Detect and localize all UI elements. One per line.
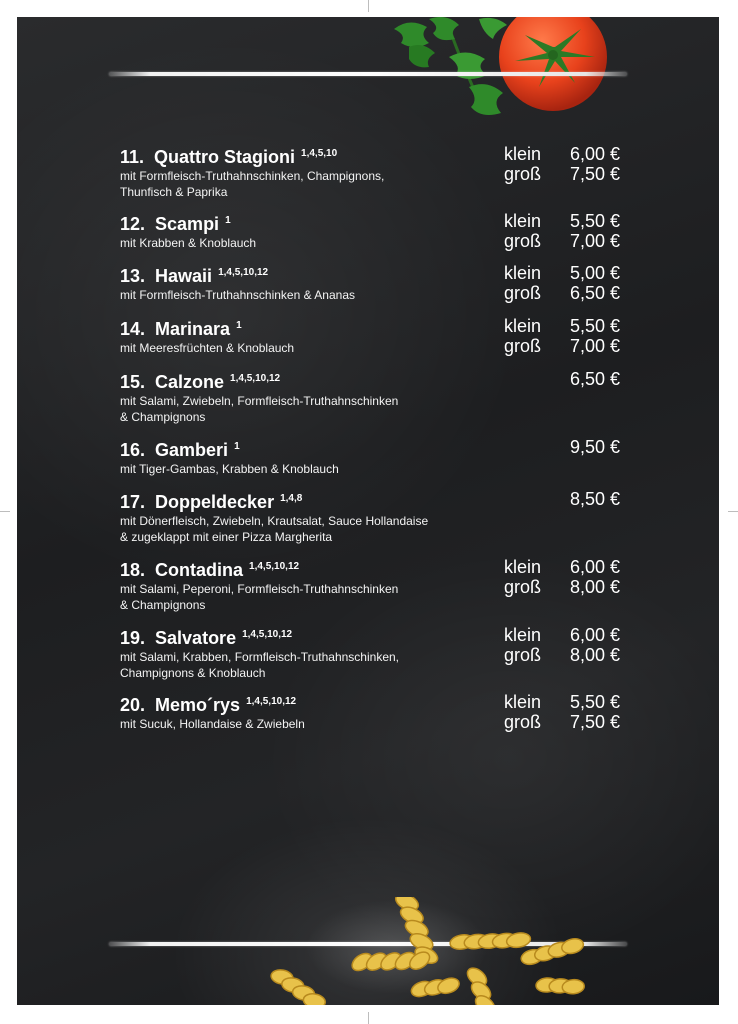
price-small: 5,00 €: [569, 263, 620, 283]
item-number: 17.: [120, 492, 146, 512]
crop-mark-top: [368, 0, 369, 12]
price-small: 5,50 €: [569, 211, 620, 231]
item-allergens: 1,4,5,10: [301, 148, 338, 159]
item-allergens: 1: [236, 320, 242, 331]
size-label-large: groß: [504, 283, 542, 303]
item-name: Calzone: [155, 372, 225, 392]
item-description-line2: Champignons & Knoblauch: [120, 666, 266, 680]
price-small: 6,00 €: [569, 625, 620, 645]
item-name: Salvatore: [155, 628, 237, 648]
size-label-large: groß: [504, 712, 542, 732]
item-allergens: 1,4,5,10,12: [242, 629, 293, 640]
chalkboard-background: [17, 17, 719, 1005]
price-small: 5,50 €: [569, 316, 620, 336]
size-label-small: klein: [504, 557, 542, 577]
price-block: [504, 144, 620, 184]
size-label-small: klein: [504, 144, 542, 164]
price-large: 6,50 €: [569, 283, 620, 303]
item-name: Doppeldecker: [155, 492, 275, 512]
price-small: 6,00 €: [569, 144, 620, 164]
fusilli-pasta-decoration: [247, 897, 597, 1005]
item-number: 20.: [120, 695, 146, 715]
item-description-line1: mit Meeresfrüchten & Knoblauch: [120, 341, 295, 355]
item-number: 18.: [120, 560, 146, 580]
price-block: [504, 369, 620, 389]
item-description-line1: mit Tiger-Gambas, Krabben & Knoblauch: [120, 462, 339, 476]
item-name: Quattro Stagioni: [154, 147, 296, 167]
item-allergens: 1: [234, 441, 240, 452]
item-description-line1: mit Krabben & Knoblauch: [120, 236, 257, 250]
price-block: [504, 557, 620, 597]
price-block: [504, 625, 620, 665]
size-label-large: groß: [504, 231, 542, 251]
price: 6,50 €: [569, 369, 620, 389]
item-name: Scampi: [155, 214, 220, 234]
price-large: 8,00 €: [569, 577, 620, 597]
item-allergens: 1: [225, 215, 231, 226]
item-allergens: 1,4,5,10,12: [218, 267, 269, 278]
item-number: 19.: [120, 628, 146, 648]
price-block: [504, 692, 620, 732]
price-block: [504, 263, 620, 303]
tomato-decoration: [495, 17, 610, 113]
size-label-large: groß: [504, 645, 542, 665]
item-allergens: 1,4,5,10,12: [230, 373, 281, 384]
item-name: Memo´rys: [155, 695, 241, 715]
size-label-small: klein: [504, 625, 542, 645]
item-description-line1: mit Salami, Peperoni, Formfleisch-Truthahnschinken: [120, 582, 399, 596]
crop-mark-bottom: [368, 1012, 369, 1024]
item-description-line1: mit Salami, Zwiebeln, Formfleisch-Truthahnschinken: [120, 394, 399, 408]
item-number: 11.: [120, 147, 145, 167]
price-small: 6,00 €: [569, 557, 620, 577]
item-description-line2: & Champignons: [120, 410, 206, 424]
price-block: [504, 437, 620, 457]
item-name: Gamberi: [155, 440, 229, 460]
size-label-large: groß: [504, 164, 542, 184]
size-label-small: klein: [504, 316, 542, 336]
item-description-line2: & zugeklappt mit einer Pizza Margherita: [120, 530, 333, 544]
item-name: Hawaii: [155, 266, 213, 286]
item-description-line1: mit Sucuk, Hollandaise & Zwiebeln: [120, 717, 305, 731]
item-description-line2: Thunfisch & Paprika: [120, 185, 228, 199]
item-description-line1: mit Dönerfleisch, Zwiebeln, Krautsalat, Sauce Hollandaise: [120, 514, 429, 528]
item-allergens: 1,4,8: [280, 493, 303, 504]
size-label-large: groß: [504, 577, 542, 597]
crop-mark-left: [0, 511, 10, 512]
size-label-small: klein: [504, 211, 542, 231]
item-description-line1: mit Salami, Krabben, Formfleisch-Truthahnschinken,: [120, 650, 399, 664]
price-block: [504, 489, 620, 509]
item-name: Marinara: [155, 319, 231, 339]
item-number: 12.: [120, 214, 146, 234]
item-allergens: 1,4,5,10,12: [246, 696, 297, 707]
price-large: 7,50 €: [569, 164, 620, 184]
crop-mark-right: [728, 511, 738, 512]
price: 9,50 €: [569, 437, 620, 457]
price-large: 7,00 €: [569, 231, 620, 251]
price-block: [504, 316, 620, 356]
item-description-line2: & Champignons: [120, 598, 206, 612]
item-allergens: 1,4,5,10,12: [249, 561, 300, 572]
item-number: 13.: [120, 266, 146, 286]
item-description-line1: mit Formfleisch-Truthahnschinken, Champignons,: [120, 169, 385, 183]
item-name: Contadina: [155, 560, 244, 580]
size-label-large: groß: [504, 336, 542, 356]
price-large: 8,00 €: [569, 645, 620, 665]
size-label: [504, 369, 554, 389]
size-label-small: klein: [504, 263, 542, 283]
item-number: 16.: [120, 440, 146, 460]
item-description-line1: mit Formfleisch-Truthahnschinken & Ananas: [120, 288, 355, 302]
size-label: [504, 437, 554, 457]
price-large: 7,00 €: [569, 336, 620, 356]
item-number: 14.: [120, 319, 146, 339]
price-small: 5,50 €: [569, 692, 620, 712]
size-label: [504, 489, 554, 509]
chalk-divider-top: [109, 72, 627, 76]
size-label-small: klein: [504, 692, 542, 712]
price: 8,50 €: [569, 489, 620, 509]
price-large: 7,50 €: [569, 712, 620, 732]
price-block: [504, 211, 620, 251]
item-number: 15.: [120, 372, 146, 392]
